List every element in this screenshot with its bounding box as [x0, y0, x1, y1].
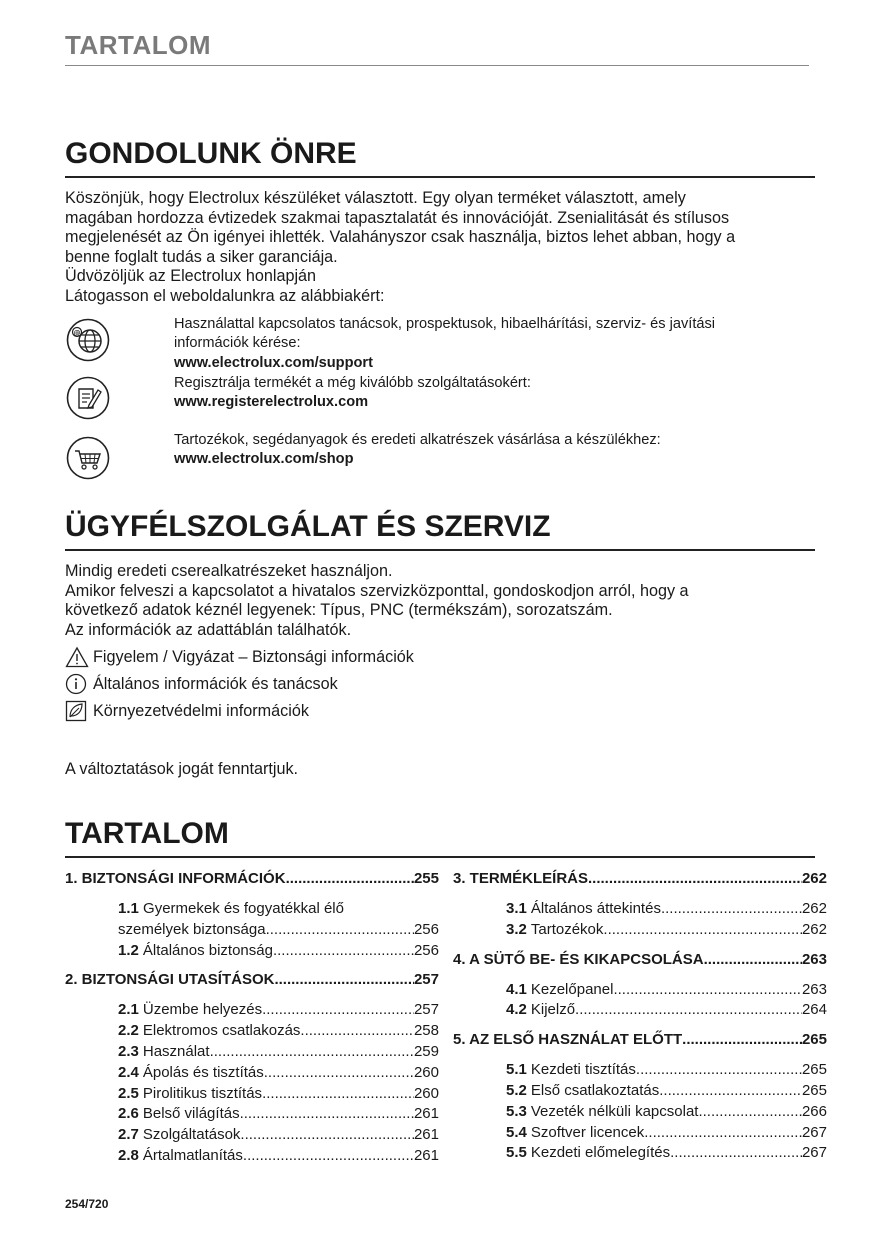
- toc-entry[interactable]: [118, 1125, 439, 1146]
- support-description-cont: információk kérése:: [174, 335, 301, 352]
- support-link-block: [174, 315, 814, 373]
- toc-chapter[interactable]: [453, 949, 827, 971]
- shop-description: Tartozékok, segédanyagok és eredeti alkatrészek vásárlása a készülékhez:: [174, 432, 661, 448]
- toc-entry-label: Tartozékok: [530, 920, 604, 938]
- toc-entry-page: 257: [413, 1001, 439, 1019]
- toc-chapter-label: 5. AZ ELSŐ HASZNÁLAT ELŐTT: [453, 1031, 683, 1049]
- info-circle-icon: [65, 673, 89, 695]
- page-number: 254/720: [65, 1197, 109, 1211]
- toc-entry-page: 265: [801, 1061, 827, 1079]
- toc-entry-label: Belső világítás: [142, 1105, 240, 1123]
- service-line: Amikor felveszi a kapcsolatot a hivatalos szervizközponttal, gondoskodjon arról, hogy a: [65, 581, 689, 600]
- svg-text:@: @: [73, 329, 81, 337]
- toc-entry-num: 5.1: [506, 1061, 527, 1079]
- toc-entry-num: 4.2: [506, 1001, 527, 1019]
- toc-entry-label: Kezdeti előmelegítés: [530, 1144, 671, 1162]
- service-line: következő adatok kéznél legyenek: Típus, PNC (termékszám), sorozatszám.: [65, 601, 613, 620]
- register-pen-icon: [66, 376, 110, 420]
- intro-line: megjelenését az Ön igényei ihlették. Valahányszor csak használja, biztos lehet abban, hogy a: [65, 228, 736, 247]
- toc-chapter[interactable]: [453, 1029, 827, 1051]
- toc-entry-num: 2.7: [118, 1126, 139, 1144]
- service-line: Az információk az adattáblán találhatók.: [65, 620, 352, 639]
- toc-entry[interactable]: [506, 1000, 827, 1021]
- toc-entry-num: 5.2: [506, 1081, 527, 1099]
- toc-entries: [453, 1060, 827, 1164]
- toc-entry-num: 2.4: [118, 1063, 139, 1081]
- toc-entry-num: 3.2: [506, 920, 527, 938]
- running-header: TARTALOM: [65, 30, 809, 66]
- toc-entry-label: Kezelőpanel: [530, 980, 614, 998]
- globe-at-icon: [66, 318, 110, 362]
- toc-entry-page: 263: [801, 980, 827, 998]
- toc-entries: [65, 899, 439, 961]
- toc-entry-num: 1.1: [118, 900, 139, 917]
- toc-entry-page: 262: [801, 920, 827, 938]
- toc-entry-page: 260: [413, 1063, 439, 1081]
- toc-entry[interactable]: [118, 899, 439, 920]
- toc-entry-num: 4.1: [506, 980, 527, 998]
- section-title-gondolunk: GONDOLUNK ÖNRE: [65, 136, 815, 178]
- register-link-block: [174, 374, 814, 413]
- shopping-cart-icon: [66, 436, 110, 480]
- toc-entry-label: személyek biztonsága: [118, 920, 266, 938]
- toc-entries: [65, 1000, 439, 1166]
- toc-entry-num: 2.3: [118, 1042, 139, 1060]
- toc-chapter-label: 4. A SÜTŐ BE- ÉS KIKAPCSOLÁSA: [453, 950, 704, 968]
- toc-entry-label: Általános áttekintés: [530, 900, 661, 917]
- toc-entry[interactable]: [118, 1000, 439, 1021]
- toc-entry-page: 260: [413, 1084, 439, 1102]
- toc-entries: [453, 980, 827, 1022]
- toc-entry[interactable]: [506, 1143, 827, 1164]
- toc-entry[interactable]: [506, 1123, 827, 1144]
- shop-link-block: [174, 431, 814, 470]
- toc-entry[interactable]: [118, 1146, 439, 1167]
- legend-environment: [65, 700, 309, 722]
- toc-entry-label: Szoftver licencek: [530, 1123, 645, 1141]
- warning-triangle-icon: [65, 646, 89, 668]
- intro-paragraph: [65, 189, 810, 307]
- toc-chapter[interactable]: [453, 868, 827, 890]
- toc-entry-num: 3.1: [506, 900, 527, 917]
- intro-line: Látogasson el weboldalunkra az alábbiakért:: [65, 286, 385, 305]
- toc-entry-page: 261: [413, 1126, 439, 1144]
- legend-warning: [65, 646, 414, 668]
- toc-entry-page: 265: [801, 1081, 827, 1099]
- toc-entry-label: Kezdeti tisztítás: [530, 1061, 636, 1079]
- toc-chapter-label: 2. BIZTONSÁGI UTASÍTÁSOK: [65, 971, 275, 989]
- toc-entry-page: 261: [413, 1105, 439, 1123]
- toc-chapter-page: 263: [801, 950, 827, 968]
- intro-line: Üdvözöljük az Electrolux honlapján: [65, 267, 317, 286]
- toc-entries: [453, 899, 827, 941]
- toc-entry-label: Általános biztonság: [142, 941, 273, 959]
- intro-line: magában hordozza évtizedek szakmai tapasztalatát és innovációját. Zsenialitását és stílusos: [65, 208, 730, 227]
- toc-entry[interactable]: [506, 980, 827, 1001]
- toc-entry-page: 256: [413, 941, 439, 959]
- toc-entry-label: Vezeték nélküli kapcsolat: [530, 1102, 699, 1120]
- toc-entry-label: Használat: [142, 1042, 210, 1060]
- toc-entry-num: 5.4: [506, 1123, 527, 1141]
- toc-chapter-page: 262: [801, 870, 827, 887]
- toc-entry[interactable]: [118, 1042, 439, 1063]
- toc-entry[interactable]: [506, 1102, 827, 1123]
- section-title-ugyfelszolgalat: ÜGYFÉLSZOLGÁLAT ÉS SZERVIZ: [65, 509, 815, 551]
- toc-entry-num: 5.5: [506, 1144, 527, 1162]
- toc-entry[interactable]: [506, 1081, 827, 1102]
- toc-chapter[interactable]: [65, 868, 439, 890]
- toc-entry[interactable]: [118, 1063, 439, 1084]
- toc-entry-num: 5.3: [506, 1102, 527, 1120]
- toc-entry[interactable]: [118, 1021, 439, 1042]
- service-paragraph: [65, 562, 810, 640]
- toc-entry-num: 2.2: [118, 1022, 139, 1040]
- toc-entry[interactable]: [506, 920, 827, 941]
- section-title-tartalom: TARTALOM: [65, 816, 815, 858]
- legend-warning-label: Figyelem / Vigyázat – Biztonsági információk: [93, 648, 414, 666]
- toc-entry[interactable]: [506, 1060, 827, 1081]
- toc-entry-num: 2.6: [118, 1105, 139, 1123]
- toc-entry-page: 264: [801, 1001, 827, 1019]
- support-url-link[interactable]: www.electrolux.com/support: [174, 354, 373, 371]
- toc-entry-page: 261: [413, 1146, 439, 1164]
- register-description: Regisztrálja termékét a még kiválóbb szolgáltatásokért:: [174, 375, 531, 391]
- toc-entry-page: 267: [801, 1123, 827, 1141]
- legend-environment-label: Környezetvédelmi információk: [93, 702, 309, 720]
- toc-entry-page: 267: [801, 1144, 827, 1162]
- toc-entry[interactable]: [118, 920, 439, 941]
- toc-chapter-page: 255: [413, 870, 439, 887]
- toc-left-column: [65, 868, 439, 1167]
- toc-entry-label: Pirolitikus tisztítás: [142, 1084, 263, 1102]
- toc-chapter-page: 265: [801, 1031, 827, 1049]
- support-description: Használattal kapcsolatos tanácsok, prospektusok, hibaelhárítási, szerviz- és javítási: [174, 316, 716, 332]
- toc-chapter-page: 257: [413, 971, 439, 989]
- intro-line: benne foglalt tudás a siker garanciája.: [65, 247, 338, 266]
- toc-entry-label: Kijelző: [530, 1001, 576, 1019]
- toc-entry[interactable]: [118, 1104, 439, 1125]
- toc-entry-page: 259: [413, 1042, 439, 1060]
- toc-right-column: [453, 868, 827, 1164]
- register-url-link[interactable]: www.registerelectrolux.com: [174, 394, 369, 411]
- toc-entry-page: 266: [801, 1102, 827, 1120]
- toc-entry-num: 2.8: [118, 1146, 139, 1164]
- shop-url-link[interactable]: www.electrolux.com/shop: [174, 451, 354, 468]
- legend-info-label: Általános információk és tanácsok: [93, 675, 338, 693]
- toc-entry-label: Ápolás és tisztítás: [142, 1063, 264, 1081]
- toc-chapter-label: 1. BIZTONSÁGI INFORMÁCIÓK: [65, 870, 286, 887]
- toc-entry[interactable]: [506, 899, 827, 920]
- toc-entry-label: Szolgáltatások: [142, 1126, 241, 1144]
- toc-entry-page: 256: [413, 920, 439, 938]
- toc-entry-page: 258: [413, 1022, 439, 1040]
- toc-entry-label: Gyermekek és fogyatékkal élő: [143, 900, 344, 917]
- toc-entry-label: Elektromos csatlakozás: [142, 1022, 301, 1040]
- toc-chapter[interactable]: [65, 969, 439, 991]
- intro-line: Köszönjük, hogy Electrolux készüléket választott. Egy olyan terméket választott, amely: [65, 189, 686, 207]
- service-line: Mindig eredeti cserealkatrészeket használjon.: [65, 562, 393, 580]
- toc-entry-page: 262: [801, 900, 827, 917]
- toc-entry-num: 2.1: [118, 1001, 139, 1019]
- toc-entry-num: 2.5: [118, 1084, 139, 1102]
- toc-chapter-label: 3. TERMÉKLEÍRÁS: [453, 870, 589, 887]
- toc-entry-label: Első csatlakoztatás: [530, 1081, 660, 1099]
- environment-leaf-icon: [65, 700, 89, 722]
- toc-entry[interactable]: [118, 1084, 439, 1105]
- legend-info: [65, 673, 338, 695]
- toc-entry[interactable]: [118, 941, 439, 962]
- toc-entry-label: Ártalmatlanítás: [142, 1146, 243, 1164]
- disclaimer: A változtatások jogát fenntartjuk.: [65, 760, 299, 778]
- toc-entry-num: 1.2: [118, 941, 139, 959]
- toc-entry-label: Üzembe helyezés: [142, 1001, 263, 1019]
